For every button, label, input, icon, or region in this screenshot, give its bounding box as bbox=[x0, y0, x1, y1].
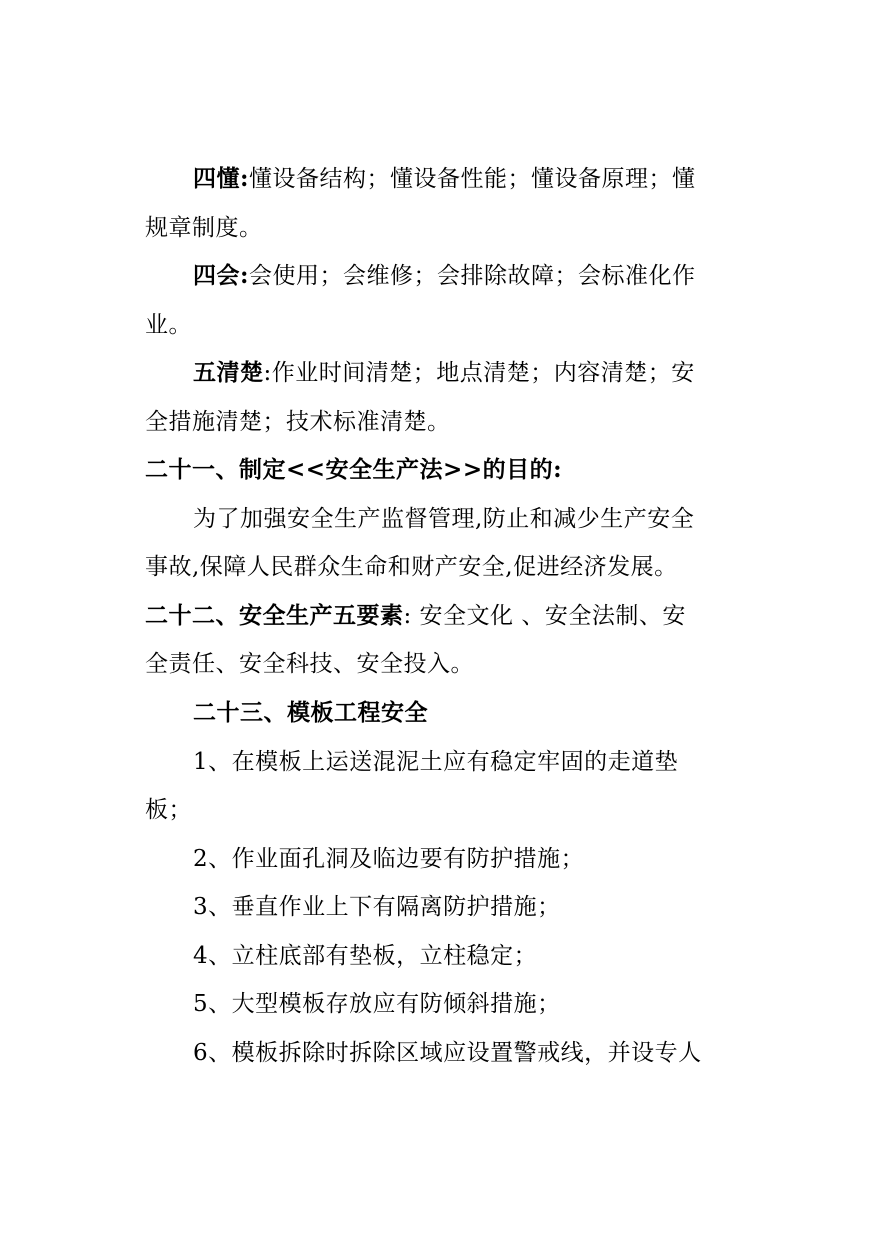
four-understand-line1 bbox=[193, 164, 745, 194]
four-understand-label: 四懂: bbox=[193, 165, 249, 192]
section-22-heading: 二十二、安全生产五要素 bbox=[145, 602, 404, 629]
four-can-text: 会使用；会维修；会排除故障；会标准化作 bbox=[249, 263, 696, 289]
section-23-heading: 二十三、模板工程安全 bbox=[193, 699, 428, 726]
section-22-text: : 安全文化 、安全法制、安 bbox=[403, 603, 686, 629]
four-understand-text: 懂设备结构；懂设备性能；懂设备原理；懂 bbox=[249, 166, 696, 192]
five-clear-text: :作业时间清楚；地点清楚；内容清楚；安 bbox=[263, 360, 695, 386]
four-can-line2: 业。 bbox=[145, 312, 192, 338]
section-23-item: 1、在模板上运送混泥土应有稳定牢固的走道垫 bbox=[193, 749, 679, 775]
four-understand-line2: 规章制度。 bbox=[145, 215, 263, 241]
four-can-label: 四会: bbox=[193, 262, 249, 289]
section-22-line1 bbox=[145, 601, 745, 631]
section-21-body-line2: 事故,保障人民群众生命和财产安全,促进经济发展。 bbox=[145, 554, 678, 580]
section-23-item: 板； bbox=[145, 797, 192, 823]
section-23-item: 5、大型模板存放应有防倾斜措施； bbox=[193, 991, 561, 1017]
five-clear-label: 五清楚 bbox=[193, 359, 264, 386]
section-22-line2: 全责任、安全科技、安全投入。 bbox=[145, 651, 474, 677]
section-21-heading: 二十一、制定<<安全生产法>>的目的: bbox=[145, 456, 563, 483]
section-23-item: 2、作业面孔洞及临边要有防护措施； bbox=[193, 846, 585, 872]
five-clear-line2: 全措施清楚；技术标准清楚。 bbox=[145, 409, 451, 435]
section-23-item: 4、立柱底部有垫板，立柱稳定； bbox=[193, 943, 538, 969]
section-21-body-line1: 为了加强安全生产监督管理,防止和减少生产安全 bbox=[193, 506, 695, 532]
section-23-item: 6、模板拆除时拆除区域应设置警戒线，并设专人 bbox=[193, 1040, 702, 1066]
four-can-line1 bbox=[193, 261, 745, 291]
section-23-item: 3、垂直作业上下有隔离防护措施； bbox=[193, 894, 561, 920]
five-clear-line1 bbox=[193, 358, 745, 388]
